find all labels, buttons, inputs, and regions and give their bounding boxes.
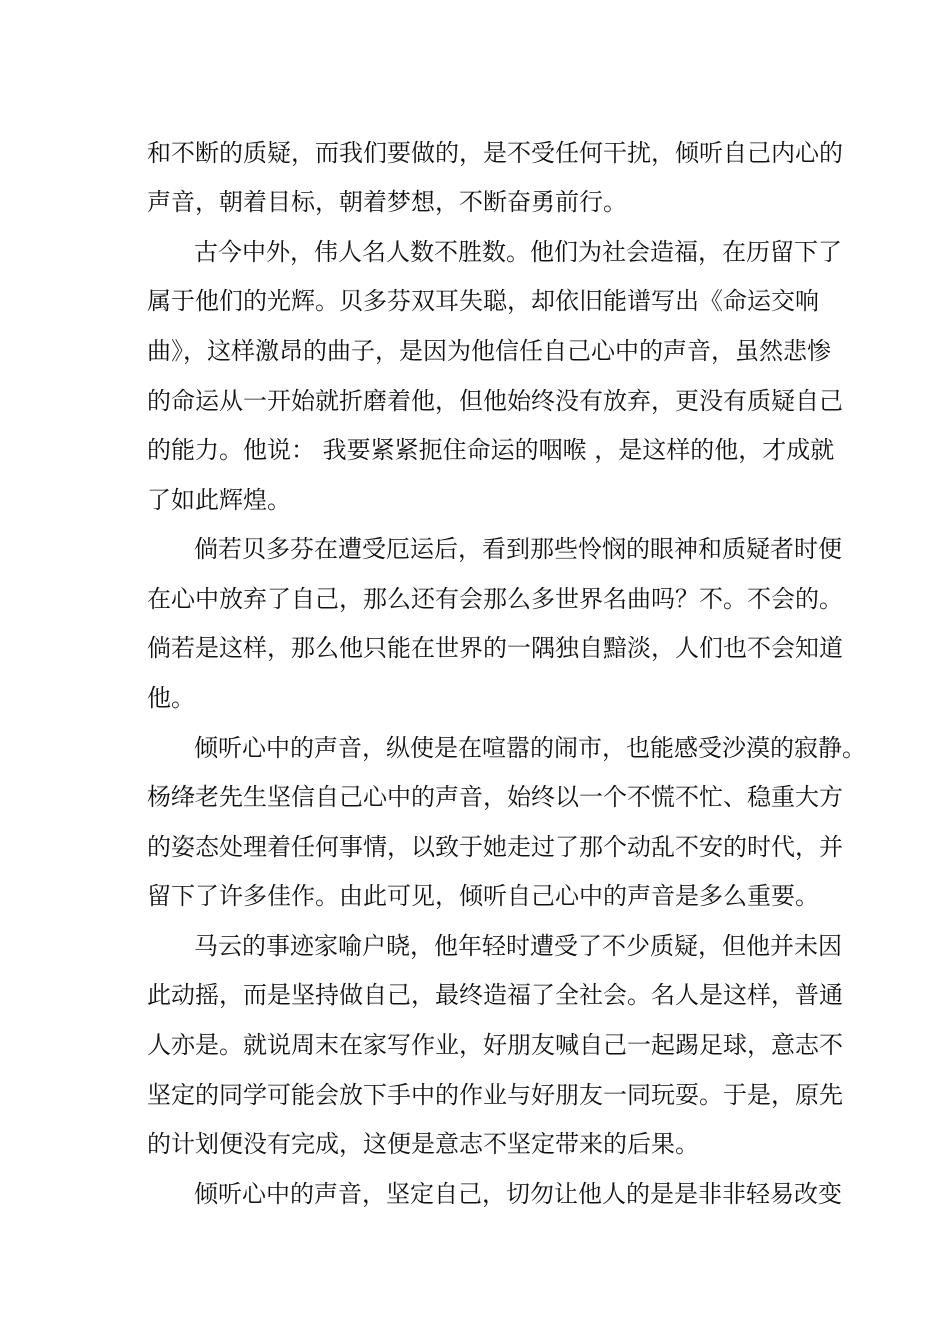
paragraph-first-line: 马云的事迹家喻户晓，他年轻时遭受了不少质疑，但他并未因 <box>194 932 842 960</box>
text-line: 的计划便没有完成，这便是意志不坚定带来的后果。 <box>147 1130 699 1158</box>
text-line: 的命运从一开始就折磨着他，但他始终没有放弃，更没有质疑自己 <box>147 387 843 415</box>
text-line: 他。 <box>147 684 195 712</box>
text-line: 倘若是这样，那么他只能在世界的一隅独自黯淡，人们也不会知道 <box>147 634 843 662</box>
text-line: 曲》，这样激昂的曲子，是因为他信任自己心中的声音，虽然悲惨 <box>147 337 831 365</box>
text-line: 的姿态处理着任何事情，以致于她走过了那个动乱不安的时代，并 <box>147 833 843 861</box>
text-line: 此动摇，而是坚持做自己，最终造福了全社会。名人是这样，普通 <box>147 981 843 1009</box>
text-line: 声音，朝着目标，朝着梦想，不断奋勇前行。 <box>147 188 627 216</box>
paragraph-first-line: 倾听心中的声音，纵使是在喧嚣的闹市，也能感受沙漠的寂静。 <box>194 734 866 762</box>
text-line: 留下了许多佳作。由此可见，倾听自己心中的声音是多么重要。 <box>147 882 819 910</box>
text-line: 了如此辉煌。 <box>147 486 291 514</box>
text-line: 人亦是。就说周末在家写作业，好朋友喊自己一起踢足球，意志不 <box>147 1031 843 1059</box>
paragraph-first-line: 倾听心中的声音，坚定自己，切勿让他人的是是非非轻易改变 <box>194 1180 842 1208</box>
paragraph-first-line: 倘若贝多芬在遭受厄运后，看到那些怜悯的眼神和质疑者时便 <box>194 535 842 563</box>
text-line: 坚定的同学可能会放下手中的作业与好朋友一同玩耍。于是，原先 <box>147 1081 843 1109</box>
paragraph-first-line: 古今中外，伟人名人数不胜数。他们为社会造福，在历留下了 <box>194 238 842 266</box>
text-line: 的能力。他说： 我要紧紧扼住命运的咽喉 ，是这样的他，才成就 <box>147 436 835 464</box>
text-line: 属于他们的光辉。贝多芬双耳失聪，却依旧能谱写出《命运交响 <box>147 287 819 315</box>
text-line: 和不断的质疑，而我们要做的，是不受任何干扰，倾听自己内心的 <box>147 139 843 167</box>
text-line: 杨绛老先生坚信自己心中的声音，始终以一个不慌不忙、稳重大方 <box>147 783 843 811</box>
text-line: 在心中放弃了自己，那么还有会那么多世界名曲吗？不。不会的。 <box>147 585 843 613</box>
